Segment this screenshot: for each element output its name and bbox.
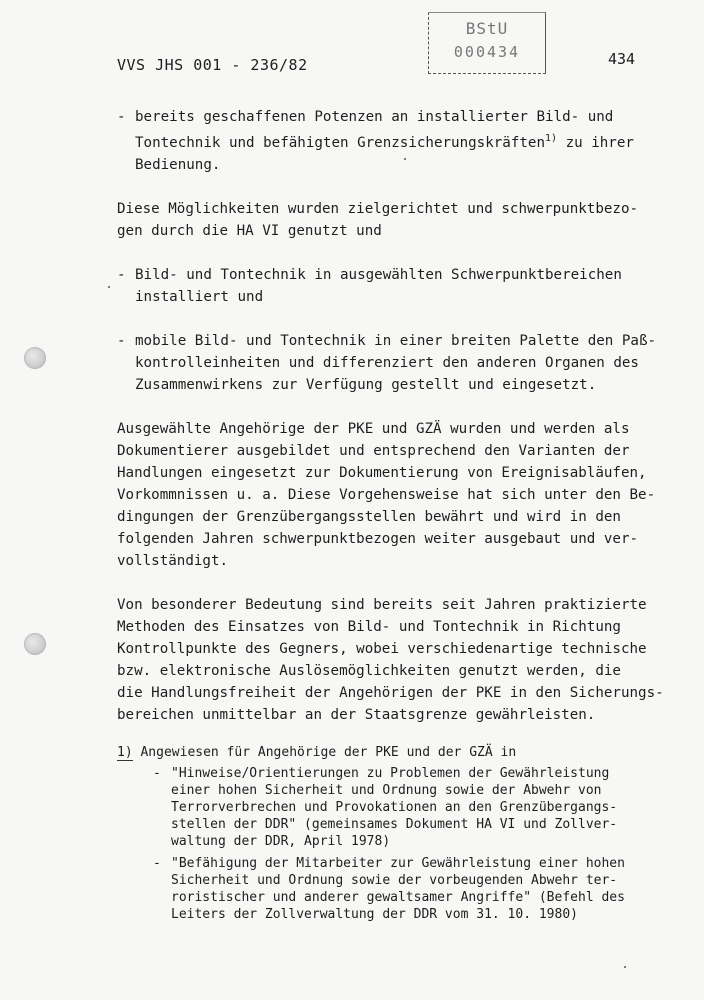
- text-line: Leiters der Zollverwaltung der DDR vom 31. 10. 1980): [171, 907, 578, 922]
- text-segment: Tontechnik und befähigten Grenzsicherungskräften: [135, 135, 545, 151]
- text-line: Terrorverbrechen und Provokationen an den Grenzübergangs-: [171, 800, 618, 815]
- speck: [624, 966, 626, 968]
- text-line: Ausgewählte Angehörige der PKE und GZÄ wurden und werden als: [117, 421, 630, 437]
- document-reference: VVS JHS 001 - 236/82: [117, 56, 308, 74]
- footnote-list: [117, 765, 692, 923]
- text-line: "Befähigung der Mitarbeiter zur Gewährleistung einer hohen: [171, 856, 625, 871]
- text-line: bereichen unmittelbar an der Staatsgrenze gewährleisten.: [117, 707, 596, 723]
- bullet-item: [117, 106, 687, 176]
- page-number: 434: [608, 50, 636, 68]
- stamp-agency: BStU: [465, 19, 509, 38]
- footnote-item: [153, 855, 692, 923]
- paragraph: [117, 198, 687, 242]
- text-line: Methoden des Einsatzes von Bild- und Tontechnik in Richtung: [117, 619, 621, 635]
- text-line: Bedienung.: [135, 157, 221, 173]
- text-line: gen durch die HA VI genutzt und: [117, 223, 382, 239]
- archive-stamp: [428, 12, 546, 74]
- footnote-intro: Angewiesen für Angehörige der PKE und der GZÄ in: [132, 745, 517, 760]
- bullet-item: [117, 264, 687, 308]
- text-line: die Handlungsfreiheit der Angehörigen der PKE in den Sicherungs-: [117, 685, 664, 701]
- stamp-number: 000434: [453, 43, 521, 61]
- text-line: "Hinweise/Orientierungen zu Problemen der Gewährleistung: [171, 766, 610, 781]
- text-line: bereits geschaffenen Potenzen an installierter Bild- und: [135, 109, 614, 125]
- text-line: kontrolleinheiten und differenziert den anderen Organen des: [135, 355, 639, 371]
- text-line: Zusammenwirkens zur Verfügung gestellt und eingesetzt.: [135, 377, 597, 393]
- bullet-dash: -: [153, 856, 161, 871]
- bullet-dash: -: [117, 267, 126, 283]
- text-line: Von besonderer Bedeutung sind bereits seit Jahren praktizierte: [117, 597, 647, 613]
- punch-hole-icon: [24, 633, 46, 655]
- text-line: mobile Bild- und Tontechnik in einer breiten Palette den Paß-: [135, 333, 657, 349]
- text-segment: zu ihrer: [557, 135, 634, 151]
- text-line: stellen der DDR" (gemeinsames Dokument HA VI und Zollver-: [171, 817, 618, 832]
- footnote-heading: [117, 744, 692, 761]
- text-line: Dokumentierer ausgebildet und entsprechend den Varianten der: [117, 443, 630, 459]
- text-line: [135, 128, 687, 154]
- text-line: folgenden Jahren schwerpunktbezogen weiter ausgebaut und ver-: [117, 531, 639, 547]
- text-line: Sicherheit und Ordnung sowie der vorbeugenden Abwehr ter-: [171, 873, 618, 888]
- text-line: einer hohen Sicherheit und Ordnung sowie der Abwehr von: [171, 783, 602, 798]
- text-line: Handlungen eingesetzt zur Dokumentierung von Ereignisabläufen,: [117, 465, 647, 481]
- footnote-reference: 1): [545, 133, 558, 144]
- text-line: waltung der DDR, April 1978): [171, 834, 391, 849]
- paragraph: [117, 418, 687, 572]
- footnote-item: [153, 765, 692, 850]
- text-line: bzw. elektronische Auslösemöglichkeiten genutzt werden, die: [117, 663, 621, 679]
- punch-hole-icon: [24, 347, 46, 369]
- text-line: Kontrollpunkte des Gegners, wobei verschiedenartige technische: [117, 641, 647, 657]
- text-line: installiert und: [135, 289, 264, 305]
- paragraph: [117, 594, 687, 726]
- bullet-item: [117, 330, 687, 396]
- text-line: Vorkommnissen u. a. Diese Vorgehensweise hat sich unter den Be-: [117, 487, 656, 503]
- text-line: Diese Möglichkeiten wurden zielgerichtet und schwerpunktbezo-: [117, 201, 639, 217]
- text-line: roristischer und anderer gewaltsamer Angriffe" (Befehl des: [171, 890, 625, 905]
- bullet-dash: -: [153, 766, 161, 781]
- speck: [108, 286, 110, 288]
- footnote: [117, 744, 692, 928]
- footnote-marker: 1): [117, 745, 133, 760]
- text-line: vollständigt.: [117, 553, 229, 569]
- body-text: [117, 106, 687, 726]
- bullet-dash: -: [117, 109, 126, 125]
- text-line: Bild- und Tontechnik in ausgewählten Schwerpunktbereichen: [135, 267, 622, 283]
- bullet-dash: -: [117, 333, 126, 349]
- text-line: dingungen der Grenzübergangsstellen bewährt und wird in den: [117, 509, 621, 525]
